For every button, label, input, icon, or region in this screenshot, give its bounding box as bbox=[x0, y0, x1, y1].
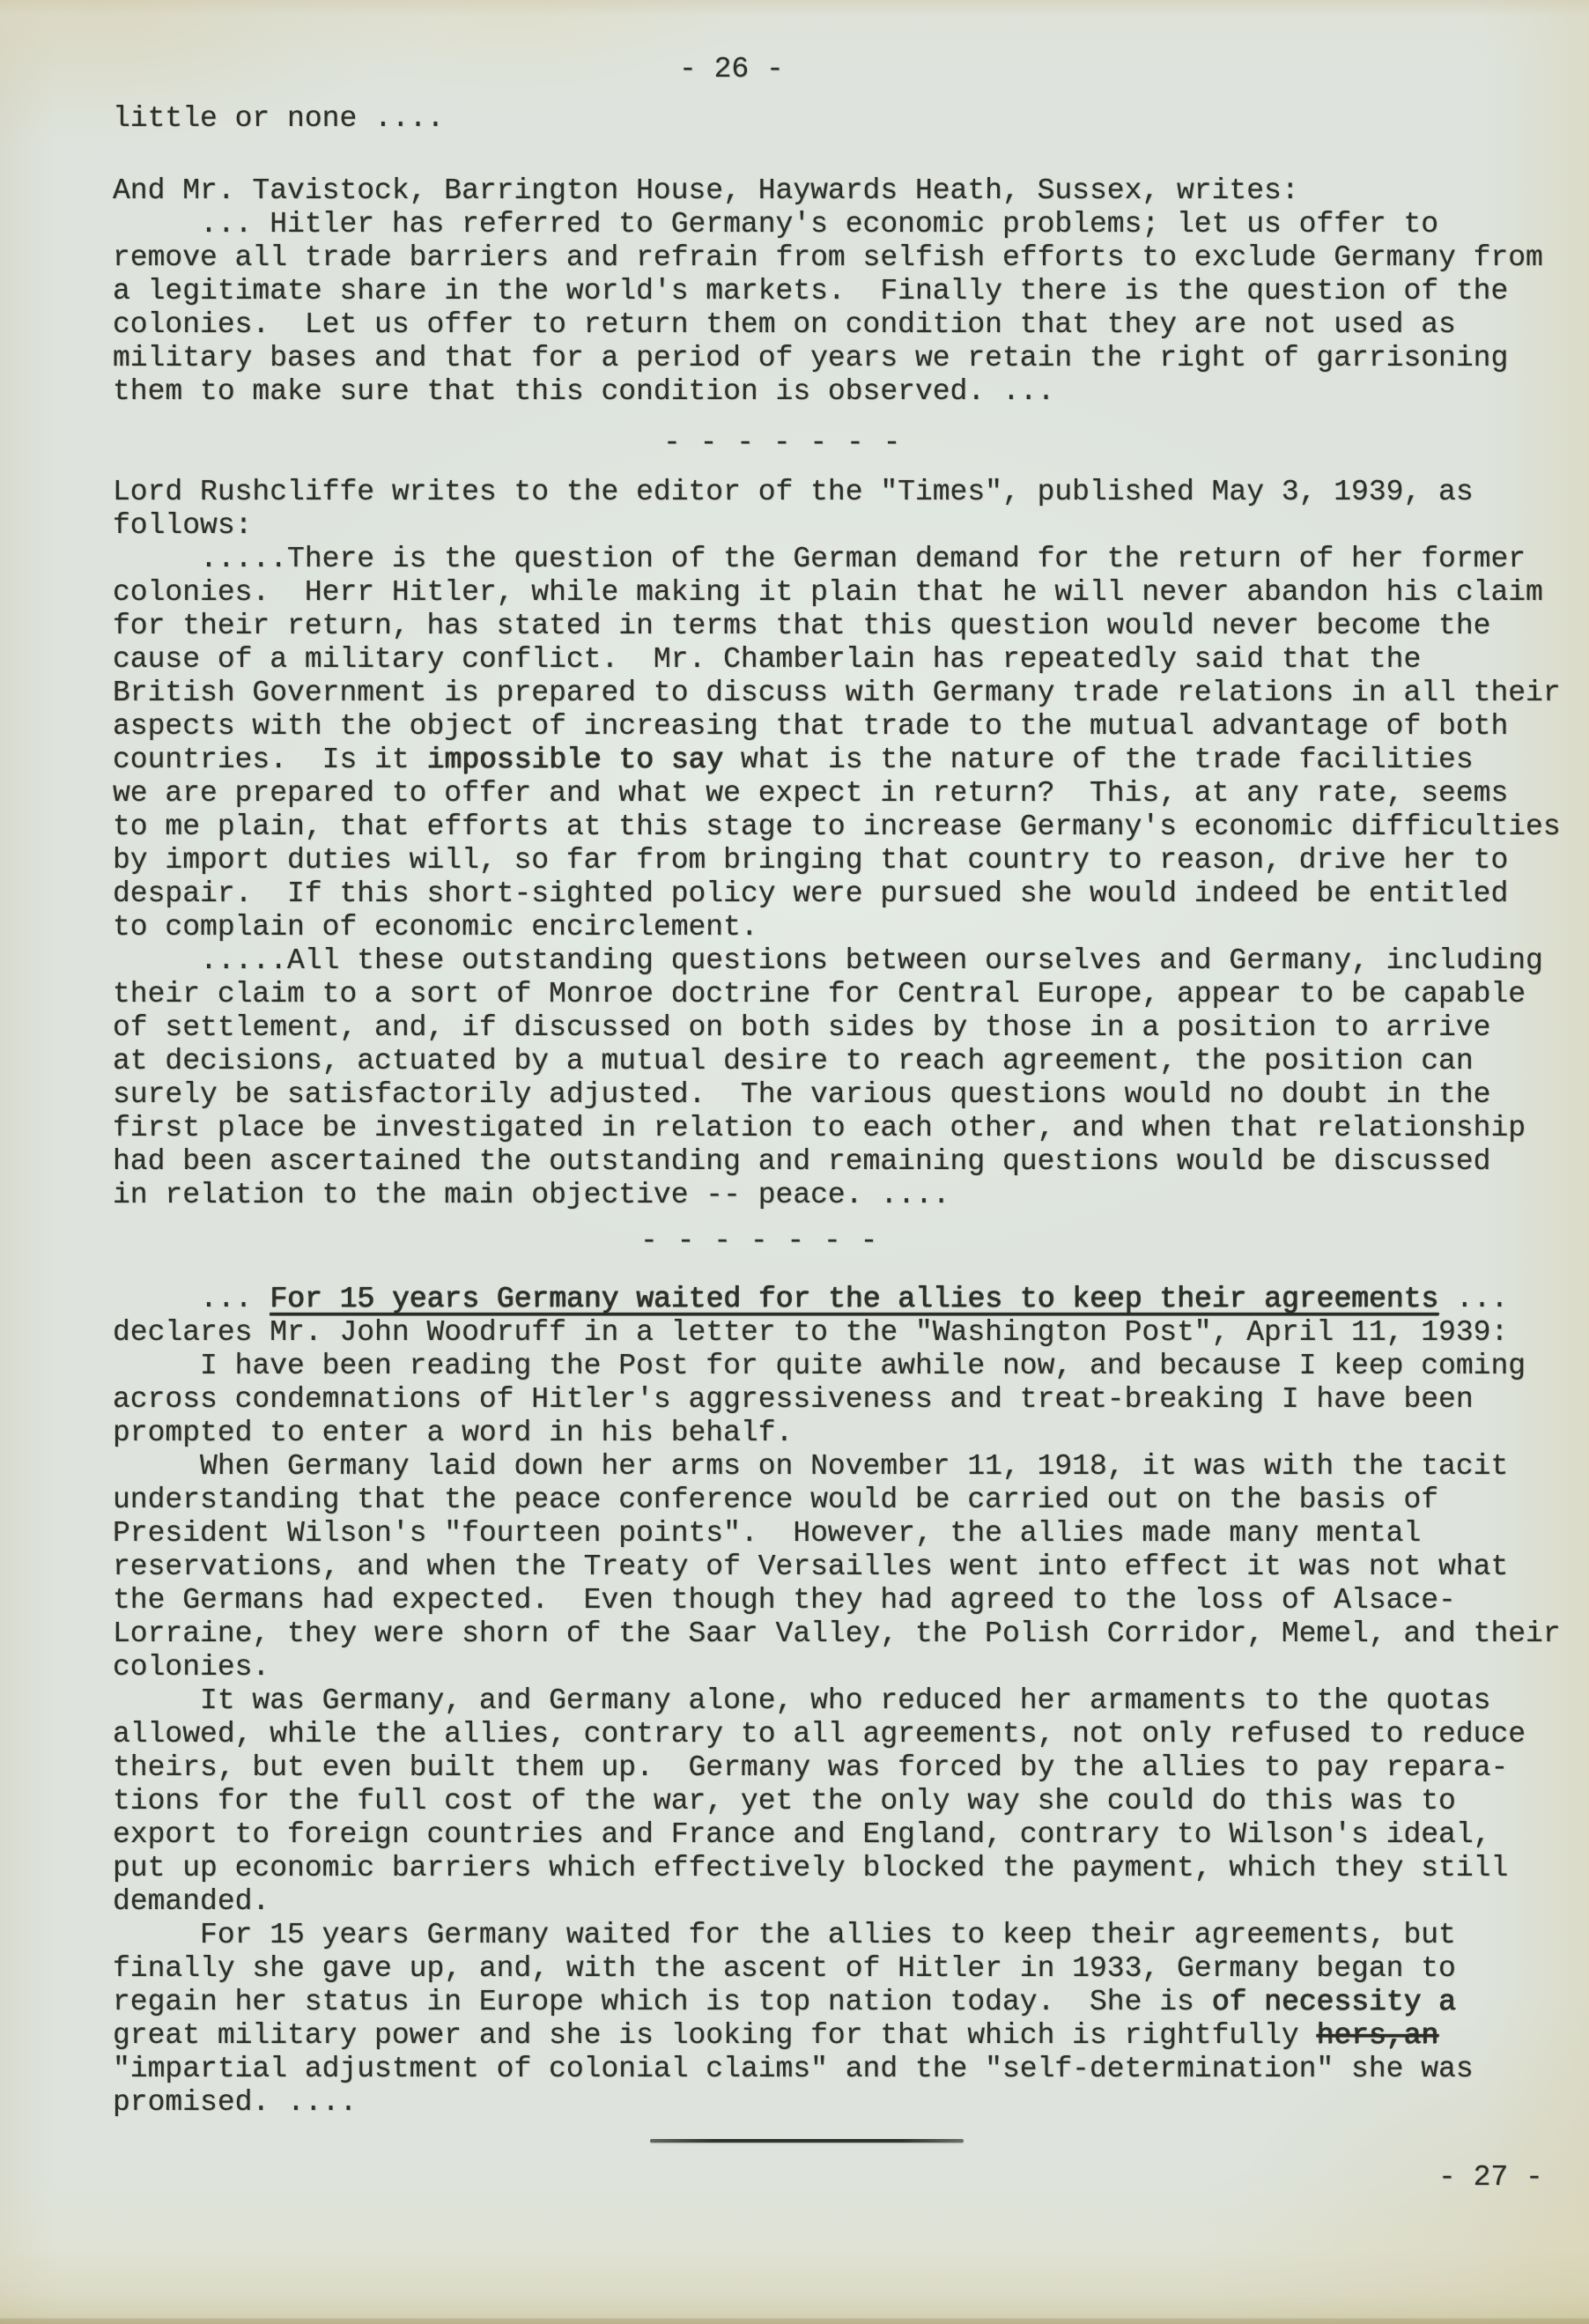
text-line: we are prepared to offer and what we expect in return? This, at any rate, seems bbox=[113, 777, 1509, 810]
text-line bbox=[113, 1986, 1585, 2019]
text-line: declares Mr. John Woodruff in a letter to the "Washington Post", April 11, 1939: bbox=[113, 1316, 1509, 1349]
text-line: first place be investigated in relation to each other, and when that relationship bbox=[113, 1112, 1526, 1144]
text-line: finally she gave up, and, with the ascent of Hitler in 1933, Germany began to bbox=[113, 1952, 1456, 1985]
text-line: the Germans had expected. Even though they had agreed to the loss of Alsace- bbox=[113, 1584, 1456, 1617]
text-line: Lorraine, they were shorn of the Saar Valley, the Polish Corridor, Memel, and their bbox=[113, 1617, 1561, 1650]
text-line: military bases and that for a period of years we retain the right of garrisoning bbox=[113, 342, 1509, 374]
text-line: their claim to a sort of Monroe doctrine for Central Europe, appear to be capable bbox=[113, 978, 1526, 1010]
text-line: .....There is the question of the German demand for the return of her former bbox=[113, 543, 1526, 575]
text-line: in relation to the main objective -- peace. .... bbox=[113, 1179, 950, 1211]
text-line: President Wilson's "fourteen points". However, the allies made many mental bbox=[113, 1517, 1422, 1550]
text-line bbox=[113, 2019, 1585, 2053]
text-line: aspects with the object of increasing that trade to the mutual advantage of both bbox=[113, 710, 1509, 743]
rushcliffe-letter-paragraph bbox=[113, 476, 1585, 1212]
text-line: despair. If this short-sighted policy were pursued she would indeed be entitled bbox=[113, 877, 1509, 910]
text-line: tions for the full cost of the war, yet the only way she could do this was to bbox=[113, 1785, 1456, 1817]
page-number-bottom: - 27 - bbox=[1438, 2161, 1543, 2194]
text-line: them to make sure that this condition is observed. ... bbox=[113, 375, 1055, 408]
text-line: to me plain, that efforts at this stage to increase Germany's economic difficulties bbox=[113, 810, 1561, 843]
text-line: across condemnations of Hitler's aggressiveness and treat-breaking I have been bbox=[113, 1383, 1474, 1416]
text-line: ... Hitler has referred to Germany's economic problems; let us offer to bbox=[113, 208, 1439, 241]
text-segment: countries. Is it bbox=[113, 744, 427, 776]
text-line: British Government is prepared to discuss with Germany trade relations in all their bbox=[113, 677, 1561, 709]
text-line: prompted to enter a word in his behalf. bbox=[113, 1417, 794, 1449]
text-line: promised. .... bbox=[113, 2086, 358, 2119]
text-segment: hers,an bbox=[1316, 2019, 1439, 2052]
woodruff-letter-paragraph bbox=[113, 1283, 1585, 2120]
text-line: demanded. bbox=[113, 1885, 270, 1918]
text-line bbox=[113, 744, 1585, 777]
text-line: .....All these outstanding questions between ourselves and Germany, including bbox=[113, 944, 1543, 977]
section-divider: - - - - - - - bbox=[663, 426, 902, 459]
section-divider: - - - - - - - bbox=[640, 1225, 879, 1257]
text-line: I have been reading the Post for quite awhile now, and because I keep coming bbox=[113, 1350, 1526, 1382]
text-line: And Mr. Tavistock, Barrington House, Haywards Heath, Sussex, writes: bbox=[113, 174, 1299, 207]
text-line: had been ascertained the outstanding and remaining questions would be discussed bbox=[113, 1145, 1491, 1178]
end-of-section-rule bbox=[650, 2139, 964, 2143]
text-line: colonies. Let us offer to return them on condition that they are not used as bbox=[113, 308, 1456, 341]
text-line: "impartial adjustment of colonial claims" and the "self-determination" she was bbox=[113, 2053, 1474, 2085]
fragment-continuation-paragraph bbox=[113, 102, 1585, 136]
text-line: allowed, while the allies, contrary to all agreements, not only refused to reduce bbox=[113, 1718, 1526, 1750]
text-line: at decisions, actuated by a mutual desire to reach agreement, the position can bbox=[113, 1045, 1474, 1077]
tavistock-letter-paragraph bbox=[113, 174, 1585, 409]
text-line: little or none .... bbox=[113, 102, 445, 135]
text-line: export to foreign countries and France and England, contrary to Wilson's ideal, bbox=[113, 1818, 1491, 1851]
text-line: Lord Rushcliffe writes to the editor of the "Times", published May 3, 1939, as bbox=[113, 476, 1474, 508]
text-line: remove all trade barriers and refrain from selfish efforts to exclude Germany from bbox=[113, 241, 1543, 274]
text-line: reservations, and when the Treaty of Versailles went into effect it was not what bbox=[113, 1551, 1509, 1583]
text-line: of settlement, and, if discussed on both sides by those in a position to arrive bbox=[113, 1011, 1491, 1044]
text-segment: impossible to say bbox=[426, 744, 724, 776]
text-line: colonies. bbox=[113, 1651, 270, 1684]
text-segment: ... bbox=[113, 1283, 270, 1315]
text-line: For 15 years Germany waited for the allies to keep their agreements, but bbox=[113, 1919, 1456, 1951]
text-segment: of necessity a bbox=[1211, 1986, 1456, 2018]
text-line bbox=[113, 1283, 1585, 1316]
text-line: a legitimate share in the world's markets. Finally there is the question of the bbox=[113, 275, 1509, 307]
text-line: theirs, but even built them up. Germany was forced by the allies to pay repara- bbox=[113, 1751, 1509, 1784]
text-line: understanding that the peace conference would be carried out on the basis of bbox=[113, 1484, 1439, 1516]
text-line: cause of a military conflict. Mr. Chamberlain has repeatedly said that the bbox=[113, 643, 1422, 676]
text-line: It was Germany, and Germany alone, who reduced her armaments to the quotas bbox=[113, 1684, 1491, 1717]
text-segment: For 15 years Germany waited for the allies to keep their agreements bbox=[270, 1283, 1439, 1315]
page-number-top: - 26 - bbox=[679, 53, 784, 85]
text-line: by import duties will, so far from bringing that country to reason, drive her to bbox=[113, 844, 1509, 877]
text-line: follows: bbox=[113, 509, 253, 542]
text-line: for their return, has stated in terms that this question would never become the bbox=[113, 610, 1491, 642]
text-line: put up economic barriers which effectively blocked the payment, which they still bbox=[113, 1852, 1509, 1884]
text-segment: what is the nature of the trade facilities bbox=[723, 744, 1474, 776]
text-segment: ... bbox=[1438, 1283, 1509, 1315]
text-column bbox=[113, 102, 1585, 2120]
text-segment: great military power and she is looking for that which is rightfully bbox=[113, 2019, 1317, 2052]
text-line: colonies. Herr Hitler, while making it plain that he will never abandon his claim bbox=[113, 576, 1543, 609]
text-line: surely be satisfactorily adjusted. The various questions would no doubt in the bbox=[113, 1078, 1491, 1111]
text-line: When Germany laid down her arms on November 11, 1918, it was with the tacit bbox=[113, 1450, 1509, 1483]
text-line: to complain of economic encirclement. bbox=[113, 911, 758, 944]
text-segment: regain her status in Europe which is top nation today. She is bbox=[113, 1986, 1212, 2018]
